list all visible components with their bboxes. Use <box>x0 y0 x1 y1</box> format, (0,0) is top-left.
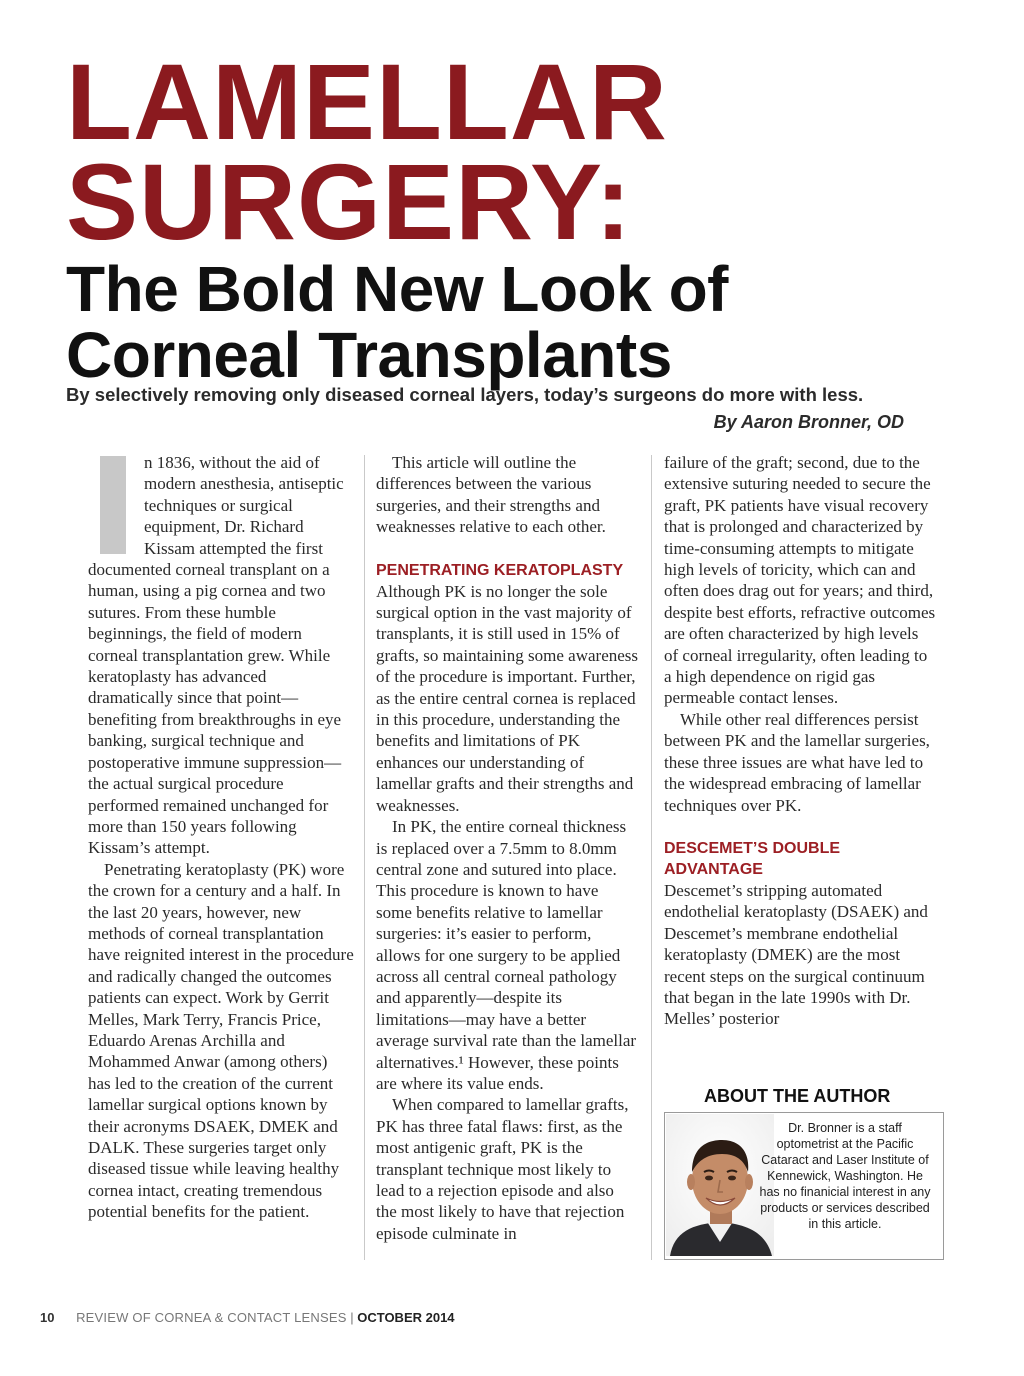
title-line-2: SURGERY: <box>66 141 633 262</box>
paragraph: In PK, the entire corneal thickness is replaced over a 7.5mm to 8.0mm central zone and sutured into place. This procedure is known to have some benefits relative to lamellar surgeries: it’s easier to perform, allows for one surgery to be applied across all central corneal pathology and apparently—despite its limitations—may have a better average survival rate than the lamellar alternatives.¹ However, these points are where its value ends. <box>376 817 637 1093</box>
paragraph: This article will outline the differences between the various surgeries, and their strengths and weaknesses relative to each other. <box>376 453 606 537</box>
about-author-title: ABOUT THE AUTHOR <box>704 1086 891 1106</box>
column-divider <box>651 455 652 1260</box>
section-heading: PENETRATING KERATOPLASTY <box>376 561 624 579</box>
paragraph: When compared to lamellar grafts, PK has three fatal flaws: first, as the most antigenic graft, PK is the transplant technique most likely to lead to a rejection episode and also the most likely to have that rejection episode culminate in <box>376 1095 629 1243</box>
paragraph: While other real differences persist between PK and the lamellar surgeries, these three issues are what have led to the widespread embracing of lamellar techniques over PK. <box>664 709 930 815</box>
issue-date: OCTOBER 2014 <box>357 1310 455 1325</box>
paragraph: Penetrating keratoplasty (PK) wore the crown for a century and a half. In the last 20 years, however, new methods of corneal transplantation have reignited interest in the procedure and radically changed the outcomes patients can expect. Work by Gerrit Melles, Mark Terry, Francis Price, Eduardo Arenas Archilla and Mohammed Anwar (among others) has led to the creation of the current lamellar surgical options known by their acronyms DSAEK, DMEK and DALK. These surgeries target only diseased tissue while leaving healthy cornea intact, creating tremendous potential benefits for the patient. <box>88 859 354 1222</box>
page-number: 10 <box>40 1310 55 1325</box>
paragraph: Although PK is no longer the sole surgical option in the vast majority of transplants, it is still used in 15% of grafts, so maintaining some awareness of the procedure is important. Further, as the entire central cornea is replaced in this procedure, understanding the benefits and limitations of PK enhances our understanding of lamellar grafts and their strengths and weaknesses. <box>376 581 639 815</box>
subtitle-line-1: The Bold New Look of <box>66 253 728 325</box>
about-author-text: Dr. Bronner is a staff optometrist at the Pacific Cataract and Laser Institute of Kennewick, Washington. He has no finanicial interest in any products or services described in this article. <box>759 1121 931 1231</box>
drop-cap <box>100 456 126 554</box>
title-line-1: LAMELLAR <box>66 41 668 162</box>
byline: By Aaron Bronner, OD <box>713 412 904 432</box>
magazine-name: REVIEW OF CORNEA & CONTACT LENSES <box>76 1310 347 1325</box>
page-footer <box>40 1310 455 1325</box>
footer-separator: | <box>350 1310 354 1325</box>
column-1 <box>88 452 354 1223</box>
paragraph: Descemet’s stripping automated endothelial keratoplasty (DSAEK) and Descemet’s membrane endothelial keratoplasty (DMEK) are the most recent steps on the surgical continuum that began in the late 1990s with Dr. Melles’ posterior <box>664 880 928 1029</box>
subtitle-line-2: Corneal Transplants <box>66 319 672 391</box>
paragraph: n 1836, without the aid of modern anesthesia, antiseptic techniques or surgical equipment, Dr. Richard Kissam attempted the first documented corneal transplant on a human, using a pig cornea and two sutures. From these humble beginnings, the field of modern corneal transplantation grew. While keratoplasty has advanced dramatically since that point—benefiting from breakthroughs in eye banking, surgical technique and postoperative immune suppression—the actual surgical procedure performed remained unchanged for more than 150 years following Kissam’s attempt. <box>88 453 344 858</box>
column-divider <box>364 455 365 1260</box>
deck: By selectively removing only diseased corneal layers, today’s surgeons do more with less. <box>66 384 864 405</box>
column-3 <box>664 452 936 1030</box>
column-2 <box>376 452 638 1244</box>
paragraph: failure of the graft; second, due to the extensive suturing needed to secure the graft, PK patients have visual recovery that is prolonged and characterized by time-consuming attempts to mitigate high levels of toricity, which can and often does drag out for years; and third, despite best efforts, refractive outcomes are often characterized by high levels of corneal irregularity, often leading to a high dependence on rigid gas permeable contact lenses. <box>664 453 936 708</box>
section-heading: DESCEMET’S DOUBLE ADVANTAGE <box>664 839 841 878</box>
